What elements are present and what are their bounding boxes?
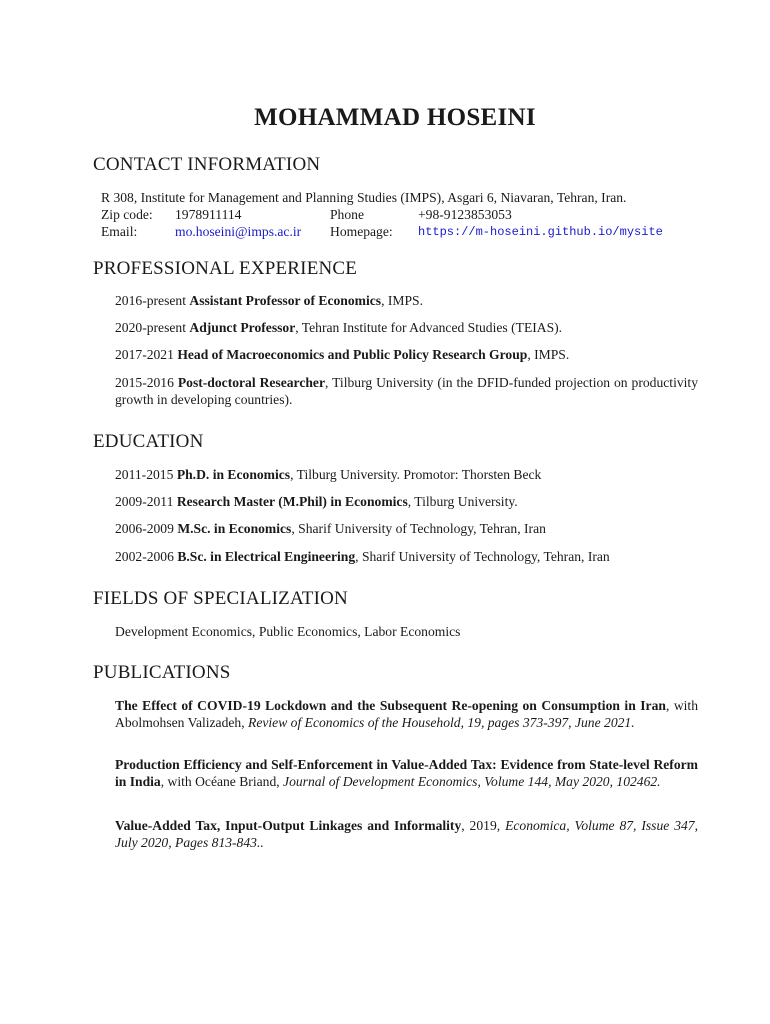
entry-title: Post-doctoral Researcher xyxy=(177,375,325,390)
entry-years: 2020-present xyxy=(115,320,186,335)
entry-title: B.Sc. in Electrical Engineering xyxy=(177,549,356,564)
experience-entry xyxy=(115,346,698,363)
publication-title: Value-Added Tax, Input-Output Linkages and Informality xyxy=(115,818,462,833)
publication-venue: Journal of Development Economics, Volume 144, May 2020, 102462. xyxy=(283,774,661,789)
contact-row-email xyxy=(0,223,770,240)
entry-years: 2011-2015 xyxy=(115,467,174,482)
entry-years: 2009-2011 xyxy=(115,494,174,509)
phone-label: Phone xyxy=(330,207,364,222)
education-entry xyxy=(115,548,698,565)
homepage-label: Homepage: xyxy=(330,224,393,239)
experience-entry xyxy=(115,292,698,309)
email-label: Email: xyxy=(101,224,138,239)
entry-title: Assistant Professor of Economics xyxy=(189,293,382,308)
publication-entry xyxy=(115,756,698,790)
fields-text: Development Economics, Public Economics, Labor Economics xyxy=(115,624,461,639)
person-name: MOHAMMAD HOSEINI xyxy=(254,104,536,131)
publication-entry xyxy=(115,817,698,851)
publication-authors: , with Abolmohsen Valizadeh, xyxy=(115,698,698,730)
entry-title: Ph.D. in Economics xyxy=(176,467,291,482)
homepage-link[interactable]: https://m-hoseini.github.io/mysite xyxy=(418,225,663,239)
entry-years: 2006-2009 xyxy=(115,521,174,536)
entry-detail: , Sharif University of Technology, Tehran, Iran xyxy=(291,521,546,536)
entry-years: 2002-2006 xyxy=(115,549,174,564)
experience-entry xyxy=(115,374,698,408)
entry-detail: , IMPS. xyxy=(381,293,424,308)
entry-detail: , Tehran Institute for Advanced Studies (TEIAS). xyxy=(295,320,563,335)
entry-title: Research Master (M.Phil) in Economics xyxy=(176,494,408,509)
entry-title: Adjunct Professor xyxy=(189,320,296,335)
zip-value: 1978911114 xyxy=(175,207,242,222)
contact-row-zip xyxy=(0,206,770,223)
entry-title: Head of Macroeconomics and Public Policy Research Group xyxy=(177,347,528,362)
entry-detail: , Sharif University of Technology, Tehran, Iran xyxy=(355,549,610,564)
entry-detail: , Tilburg University. xyxy=(407,494,518,509)
education-entry xyxy=(115,493,698,510)
experience-heading: PROFESSIONAL EXPERIENCE xyxy=(93,258,358,279)
zip-label: Zip code: xyxy=(101,207,153,222)
publication-venue: Economica, Volume 87, Issue 347, July 2020, Pages 813-843.. xyxy=(115,818,698,850)
entry-years: 2017-2021 xyxy=(115,347,174,362)
phone-value: +98-9123853053 xyxy=(418,207,512,222)
email-link[interactable]: mo.hoseini@imps.ac.ir xyxy=(175,224,302,239)
publication-entry xyxy=(115,697,698,731)
education-entry xyxy=(115,466,698,483)
publication-venue: Review of Economics of the Household, 19, pages 373-397, June 2021. xyxy=(248,715,635,730)
contact-address: R 308, Institute for Management and Planning Studies (IMPS), Asgari 6, Niavaran, Tehran, Iran. xyxy=(101,190,627,205)
fields-heading: FIELDS OF SPECIALIZATION xyxy=(93,588,348,609)
entry-detail: , Tilburg University. Promotor: Thorsten Beck xyxy=(290,467,542,482)
entry-detail: , IMPS. xyxy=(527,347,570,362)
publication-authors: , with Océane Briand, xyxy=(160,774,284,789)
entry-title: M.Sc. in Economics xyxy=(177,521,292,536)
entry-years: 2015-2016 xyxy=(115,375,174,390)
contact-heading: CONTACT INFORMATION xyxy=(93,154,321,175)
education-entry xyxy=(115,520,698,537)
publication-title: The Effect of COVID-19 Lockdown and the Subsequent Re-opening on Consumption in Iran xyxy=(115,698,666,713)
education-heading: EDUCATION xyxy=(93,431,204,452)
publications-heading: PUBLICATIONS xyxy=(93,662,231,683)
entry-years: 2016-present xyxy=(115,293,186,308)
experience-entry xyxy=(115,319,698,336)
publication-authors: , 2019, xyxy=(461,818,506,833)
publication-title: Production Efficiency and Self-Enforcement in Value-Added Tax: Evidence from State-level Reform in India xyxy=(115,757,698,789)
entry-detail: , Tilburg University (in the DFID-funded projection on productivity growth in developing countries). xyxy=(115,375,698,407)
